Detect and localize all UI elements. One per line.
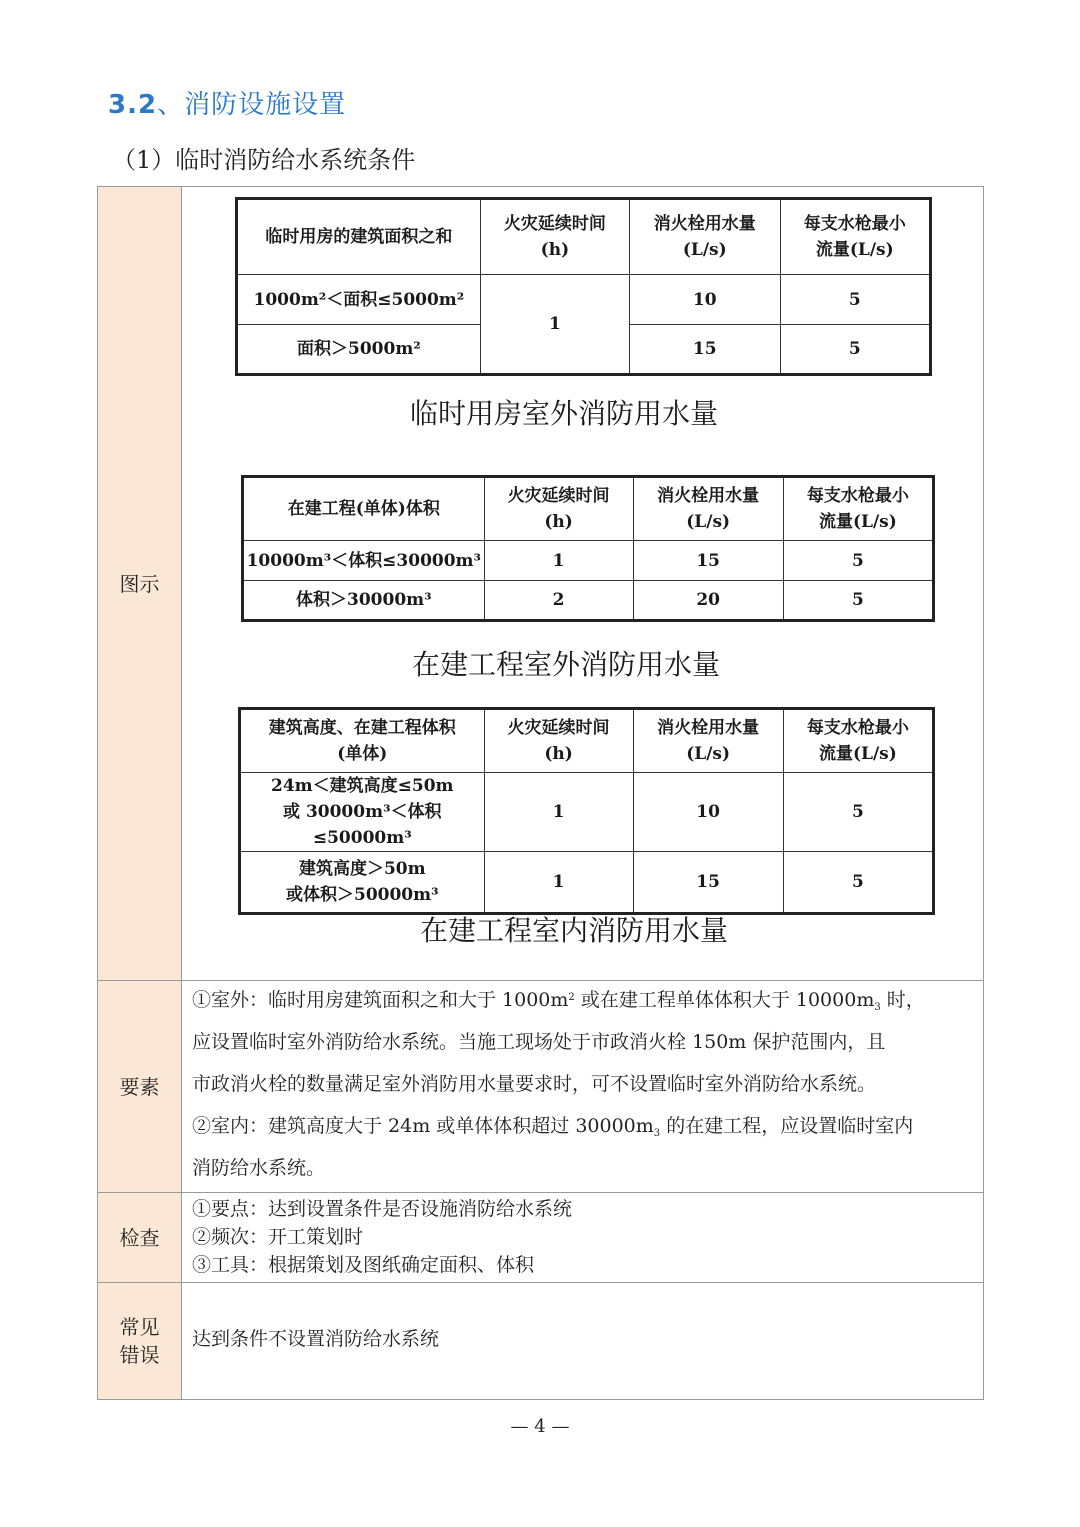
- header-cell: 火灾延续时间 (h): [484, 477, 633, 541]
- table-cell: 1: [484, 773, 633, 852]
- header-cell: 火灾延续时间 (h): [484, 709, 633, 773]
- elements-label: 要素: [98, 981, 182, 1192]
- table-cell: 24m＜建筑高度≤50m 或 30000m³＜体积≤50000m³: [240, 773, 485, 852]
- header-cell: 临时用房的建筑面积之和: [237, 199, 481, 275]
- header-cell: 建筑高度、在建工程体积 (单体): [240, 709, 485, 773]
- elements-line-4: ②室内：建筑高度大于 24m 或单体体积超过 $30000m_3$ 的在建工程，应设置临时室内: [192, 1115, 914, 1139]
- elements-content: [182, 981, 983, 1192]
- table-cell: 5: [783, 581, 933, 621]
- table-cell: 15: [630, 325, 780, 375]
- table-cell: 面积＞5000m²: [237, 325, 481, 375]
- main-table: [97, 186, 984, 1400]
- subsection-title: （1）临时消防给水系统条件: [112, 146, 416, 174]
- header-cell: 火灾延续时间 (h): [480, 199, 629, 275]
- header-cell: 每支水枪最小 流量(L/s): [780, 199, 931, 275]
- check-item: ③工具：根据策划及图纸确定面积、体积: [192, 1254, 535, 1276]
- table-cell: 10: [630, 275, 780, 325]
- errors-row: [98, 1283, 983, 1399]
- table-construction-indoor: [238, 707, 935, 915]
- elements-line-5: 消防给水系统。: [192, 1157, 326, 1179]
- table-cell: 建筑高度＞50m 或体积＞50000m³: [240, 852, 485, 914]
- page-number: — 4 —: [510, 1416, 570, 1437]
- header-cell: 消火栓用水量 (L/s): [630, 199, 780, 275]
- table-cell: 5: [783, 773, 933, 852]
- check-content: [182, 1193, 983, 1282]
- header-cell: 消火栓用水量 (L/s): [633, 477, 783, 541]
- check-item: ②频次：开工策划时: [192, 1226, 364, 1248]
- table-cell: 1: [484, 541, 633, 581]
- errors-content: [182, 1283, 983, 1399]
- figure-row: [98, 187, 983, 981]
- table-cell: 2: [484, 581, 633, 621]
- table-cell: 5: [780, 325, 931, 375]
- table-cell: 10: [633, 773, 783, 852]
- section-title-text: 消防设施设置: [184, 90, 347, 120]
- table-cell: 1: [480, 275, 629, 375]
- errors-label: 常见 错误: [98, 1283, 182, 1399]
- section-title: [108, 84, 346, 121]
- check-item: ①要点：达到设置条件是否设施消防给水系统: [192, 1198, 573, 1220]
- table-construction-outdoor: [241, 475, 935, 622]
- elements-line-1: ①室外：临时用房建筑面积之和大于 $1000m^2$ 或在建工程单体体积大于 $10000m_3$ 时，: [192, 989, 925, 1013]
- elements-line-3: 市政消火栓的数量满足室外消防用水量要求时，可不设置临时室外消防给水系统。: [192, 1073, 877, 1095]
- table-cell: 5: [780, 275, 931, 325]
- figure-label: 图示: [98, 187, 182, 980]
- section-number: 3.2: [108, 90, 158, 120]
- table-cell: 10000m³＜体积≤30000m³: [243, 541, 485, 581]
- table-cell: 体积＞30000m³: [243, 581, 485, 621]
- errors-text: 达到条件不设置消防给水系统: [192, 1328, 440, 1350]
- section-separator: 、: [157, 90, 185, 120]
- elements-line-2: 应设置临时室外消防给水系统。当施工现场处于市政消火栓 150m 保护范围内，且: [192, 1031, 886, 1053]
- table-cell: 20: [633, 581, 783, 621]
- elements-row: [98, 981, 983, 1193]
- table-cell: 5: [783, 852, 933, 914]
- table-cell: 1000m²＜面积≤5000m²: [237, 275, 481, 325]
- table-temp-housing-outdoor: [235, 197, 932, 376]
- table-cell: 15: [633, 541, 783, 581]
- check-label: 检查: [98, 1193, 182, 1282]
- table-cell: 1: [484, 852, 633, 914]
- table-cell: 5: [783, 541, 933, 581]
- header-cell: 消火栓用水量 (L/s): [633, 709, 783, 773]
- table-caption: 在建工程室外消防用水量: [412, 648, 721, 681]
- check-row: [98, 1193, 983, 1283]
- header-cell: 在建工程(单体)体积: [243, 477, 485, 541]
- table-caption: 临时用房室外消防用水量: [410, 397, 719, 430]
- table-cell: 15: [633, 852, 783, 914]
- figure-content: [182, 187, 983, 980]
- header-cell: 每支水枪最小 流量(L/s): [783, 709, 933, 773]
- table-caption: 在建工程室内消防用水量: [420, 914, 729, 947]
- header-cell: 每支水枪最小 流量(L/s): [783, 477, 933, 541]
